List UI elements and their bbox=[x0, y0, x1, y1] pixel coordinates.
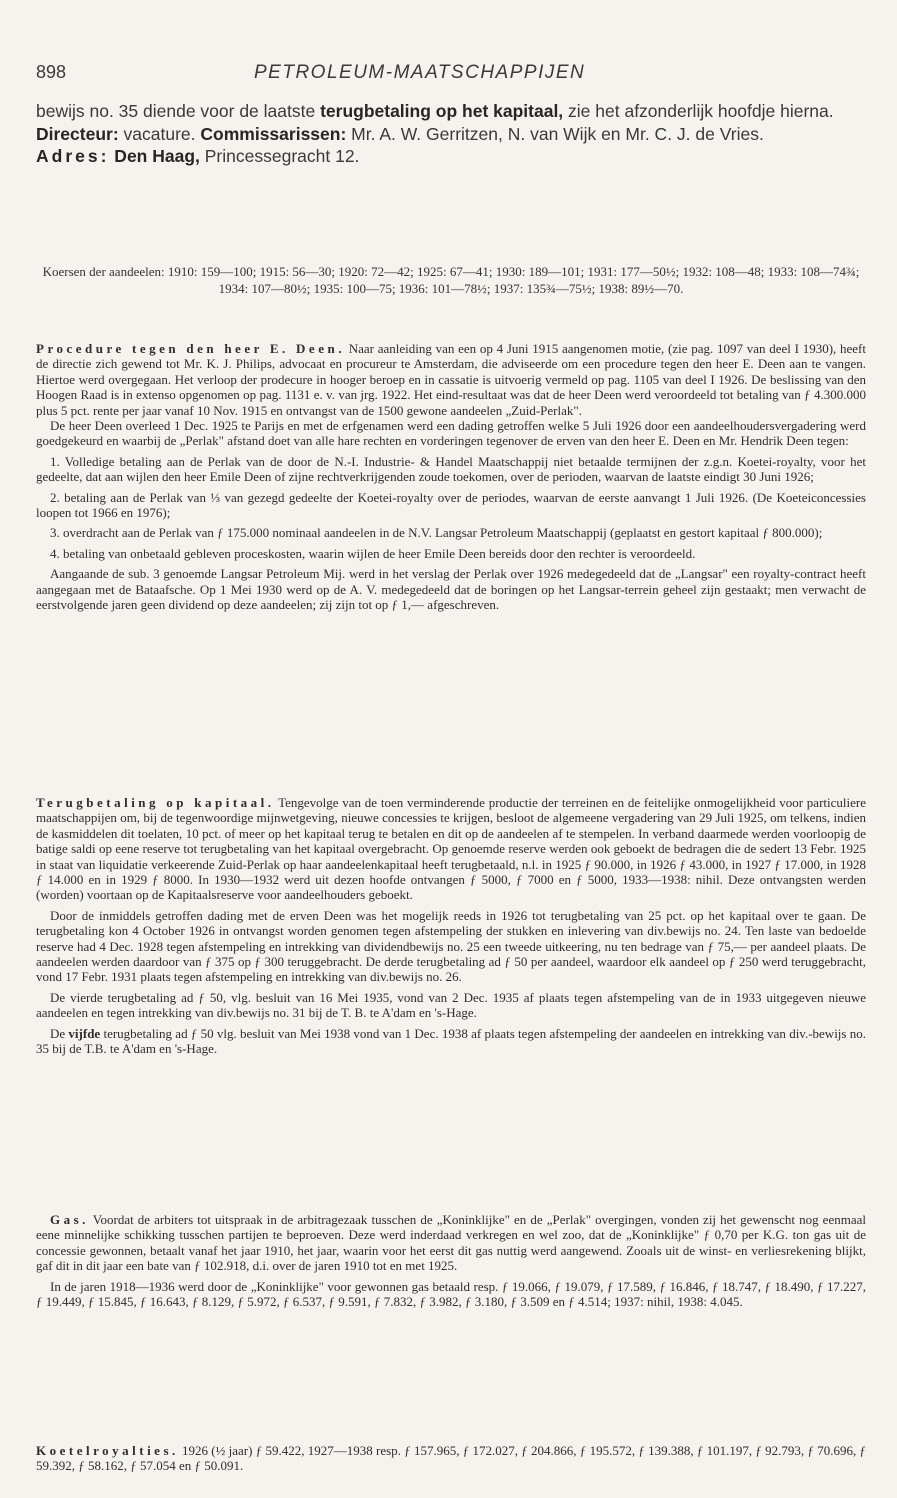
paragraph-text: De bbox=[50, 1025, 69, 1041]
share-prices: Koersen der aandeelen: 1910: 159—100; 1915: 56—30; 1920: 72—42; 1925: 67—41; 1930: 189—101; 1931: 177—50½; 1932: 108—48; 1933: 108—74¾; 1934: 107—80½; 1935: 100—75; 1936: 101—78½; 1937: 135¾—75½; 1938: 89½—70. bbox=[42, 264, 860, 296]
section-heading: Terugbetaling op kapitaal. bbox=[36, 795, 275, 810]
section-koeteiroyalties bbox=[36, 1443, 866, 1474]
commissarissen-value: Mr. A. W. Gerritzen, N. van Wijk en Mr. C. J. de Vries. bbox=[346, 123, 764, 144]
commissarissen-label: Commissarissen: bbox=[200, 123, 347, 144]
list-item: 1. Volledige betaling aan de Perlak van de door de N.-I. Industrie- & Handel Maatschappij niet betaalde termijnen der z.g.n. Koetei-royalty, voor het gedeelte, dat aan wijlen den heer Emile Deen of zijne rechtverkrijgenden zoude toekomen, over de perioden, waarvan de laatste eindigt 30 Juni 1926; bbox=[36, 453, 866, 485]
directeur-line bbox=[36, 123, 866, 146]
list-item: 4. betaling van onbetaald gebleven proceskosten, waarin wijlen de heer Emile Deen bereids door den rechter is veroordeeld. bbox=[50, 545, 696, 561]
adres-label: Adres: bbox=[36, 146, 110, 166]
paragraph-text: Naar aanleiding van een op 4 Juni 1915 aangenomen motie, (zie pag. 1097 van deel I 1930), heeft de directie zich gewend tot Mr. K. J. Philips, advocaat en procureur te Amsterdam, die adviseerde om een procedure tegen den heer E. Deen aan te vangen. Hiertoe werd overgegaan. Het verloop der prodecure in hooger beroep en in cassatie is uitvoerig vermeld op pag. 1105 van deel I 1926. De beslissing van den Hoogen Raad is in extenso opgenomen op pag. 1131 e. v. van jrg. 1922. Het eind-resultaat was dat de heer Deen werd veroordeeld tot betaling van ƒ 4.300.000 plus 5 pct. rente per jaar vanaf 10 Nov. 1915 en ontvangst van de 1500 gewone aandeelen „Zuid-Perlak". bbox=[36, 341, 867, 418]
paragraph bbox=[36, 1212, 866, 1274]
intro-text: bewijs no. 35 diende voor de laatste bbox=[36, 101, 321, 121]
running-title: PETROLEUM-MAATSCHAPPIJEN bbox=[254, 62, 586, 83]
paragraph-text: 1926 (½ jaar) ƒ 59.422, 1927—1938 resp. ƒ 157.965, ƒ 172.027, ƒ 204.866, ƒ 195.572, ƒ 139.388, ƒ 101.197, ƒ 92.793, ƒ 70.696, ƒ 59.392, ƒ 58.162, ƒ 57.054 en ƒ 50.091. bbox=[36, 1443, 866, 1474]
directeur-label: Directeur: bbox=[36, 123, 119, 144]
section-procedure bbox=[36, 341, 866, 613]
page-header bbox=[36, 62, 866, 86]
paragraph-text: terugbetaling ad ƒ 50 vlg. besluit van Mei 1938 vond van 1 Dec. 1938 af plaats tegen afstempeling der aandeelen en intrekking van div.-bewijs no. 35 bij de T.B. te A'dam en 's-Hage. bbox=[36, 1025, 866, 1057]
intro-text: zie het afzonderlijk hoofdje hierna. bbox=[563, 101, 834, 121]
intro-block bbox=[36, 100, 866, 168]
paragraph-text: Voordat de arbiters tot uitspraak in de arbitragezaak tusschen de „Koninklijke" en de „Perlak" overgingen, vonden zij het gewenscht nog eenmaal eene minnelijke schikking tusschen partijen te beproeven. Deze werd inderdaad verkregen en wel zoo, dat de „Koninklijke" ƒ 0,70 per K.G. ton gas uit de concessie gewonnen, betaalt vanaf het jaar 1910, het jaar, waarin voor het eerst dit gas nuttig werd aangewend. Zooals uit de winst- en verliesrekening blijkt, gaf dit in dit jaar een bate van ƒ 102.918, d.i. over de jaren 1910 tot en met 1925. bbox=[36, 1212, 866, 1274]
paragraph bbox=[36, 341, 866, 418]
paragraph: De vierde terugbetaling ad ƒ 50, vlg. besluit van 16 Mei 1935, vond van 2 Dec. 1935 af plaats tegen afstempeling van de in 1933 uitgegeven nieuwe aandeelen en tegen intrekking van div.bewijs no. 31 bij de T. B. te A'dam en 's-Hage. bbox=[36, 989, 866, 1021]
list-item: 3. overdracht aan de Perlak van ƒ 175.000 nominaal aandeelen in de N.V. Langsar Petroleum Maatschappij (geplaatst en gestort kapitaal ƒ 800.000); bbox=[50, 525, 823, 541]
section-terugbetaling bbox=[36, 795, 866, 1057]
adres-line bbox=[36, 145, 866, 168]
section-heading: Gas. bbox=[50, 1212, 89, 1227]
directeur-value: vacature. bbox=[118, 123, 201, 144]
intro-paragraph bbox=[36, 100, 866, 123]
paragraph bbox=[36, 1026, 866, 1057]
list-item: 2. betaling aan de Perlak van ⅓ van gezegd gedeelte der Koetei-royalty over de periodes, waarvan de eerste aanvangt 1 Juli 1926. (De Koeteiconcessies loopen tot 1966 en 1976); bbox=[36, 489, 866, 521]
page-number: 898 bbox=[36, 62, 67, 82]
paragraph: In de jaren 1918—1936 werd door de „Koninklijke" voor gewonnen gas betaald resp. ƒ 19.066, ƒ 19.079, ƒ 17.589, ƒ 16.846, ƒ 18.747, ƒ 18.490, ƒ 17.227, ƒ 19.449, ƒ 15.845, ƒ 16.643, ƒ 8.129, ƒ 5.972, ƒ 6.537, ƒ 9.591, ƒ 7.832, ƒ 3.982, ƒ 3.180, ƒ 3.509 en ƒ 4.514; 1937: nihil, 1938: 4.045. bbox=[36, 1278, 866, 1310]
paragraph: Aangaande de sub. 3 genoemde Langsar Petroleum Mij. werd in het verslag der Perlak over 1926 medegedeeld dat de „Langsar" een royalty-contract heeft aangegaan met de Bataafsche. Op 1 Mei 1930 werd op de A. V. medegedeeld dat de boringen op het Langsar-terrein geheel zijn gestaakt; men verwacht de eerstvolgende jaren geen dividend op deze aandeelen; zij zijn tot op ƒ 1,— afgeschreven. bbox=[36, 566, 866, 613]
section-gas bbox=[36, 1212, 866, 1309]
bold-text: vijfde bbox=[68, 1025, 101, 1041]
adres-value: Princessegracht 12. bbox=[199, 146, 360, 166]
section-heading: Koetelroyalties. bbox=[36, 1443, 179, 1458]
paragraph bbox=[36, 1443, 866, 1474]
paragraph bbox=[36, 795, 866, 903]
paragraph-text: Tengevolge van de toen verminderende productie der terreinen en de feitelijke onmogelijkheid voor particuliere maatschappijen om, bij de tegenwoordige mijnwetgeving, nieuwe concessies te krijgen, besloot de algemeene vergadering van 29 Juli 1925, om telkens, indien de kasmiddelen dit toelaten, 10 pct. of meer op het kapitaal terug te betalen en dit op de aandeelen af te stempelen. In verband daarmede werden voorloopig de batige saldi op eene reserve tot terugbetaling van het kapitaal overgebracht. Op genoemde reserve werden ook geboekt de bedragen die de sedert 13 Febr. 1925 in staat van liquidatie verkeerende Zuid-Perlak op haar aandeelenkapitaal heeft terugbetaald, n.l. in 1925 ƒ 90.000, in 1926 ƒ 43.000, in 1927 ƒ 17.000, in 1928 ƒ 14.000 en in 1929 ƒ 8000. In 1930—1932 werd uit dezen hoofde ontvangen ƒ 5000, ƒ 7000 en ƒ 5000, 1933—1938: nihil. Deze ontvangsten werden (worden) voortaan op de Kapitaalsreserve voor aandeelhouders geboekt. bbox=[36, 795, 866, 903]
adres-city: Den Haag, bbox=[109, 146, 200, 166]
paragraph: Door de inmiddels getroffen dading met de erven Deen was het mogelijk reeds in 1926 tot terugbetaling van 25 pct. op het kapitaal over te gaan. De terugbetaling kon 4 October 1926 in ontvangst worden genomen tegen afstempeling der stukken en inlevering van div.bewijs no. 24. Ten laste van bedoelde reserve had 4 Dec. 1928 tegen afstempeling en intrekking van dividendbewijs no. 25 een tweede uitkeering, nu ten bedrage van ƒ 75,— per aandeel plaats. De aandeelen werden daardoor van ƒ 375 op ƒ 300 teruggebracht. De derde terugbetaling ad ƒ 50 per aandeel, waardoor elk aandeel op ƒ 250 werd teruggebracht, vond 17 Febr. 1931 plaats tegen afstempeling en intrekking van div.bewijs no. 26. bbox=[36, 907, 866, 985]
paragraph: De heer Deen overleed 1 Dec. 1925 te Parijs en met de erfgenamen werd een dading getroffen welke 5 Juli 1926 door een aandeelhoudersvergadering werd goedgekeurd en waarbij de „Perlak" afstand doet van alle hare rechten en vorderingen tegenover de erven van den heer E. Deen en Mr. Hendrik Deen tegen: bbox=[36, 418, 866, 449]
intro-bold-text: terugbetaling op het kapitaal, bbox=[320, 101, 564, 121]
section-heading: Procedure tegen den heer E. Deen. bbox=[36, 341, 345, 356]
